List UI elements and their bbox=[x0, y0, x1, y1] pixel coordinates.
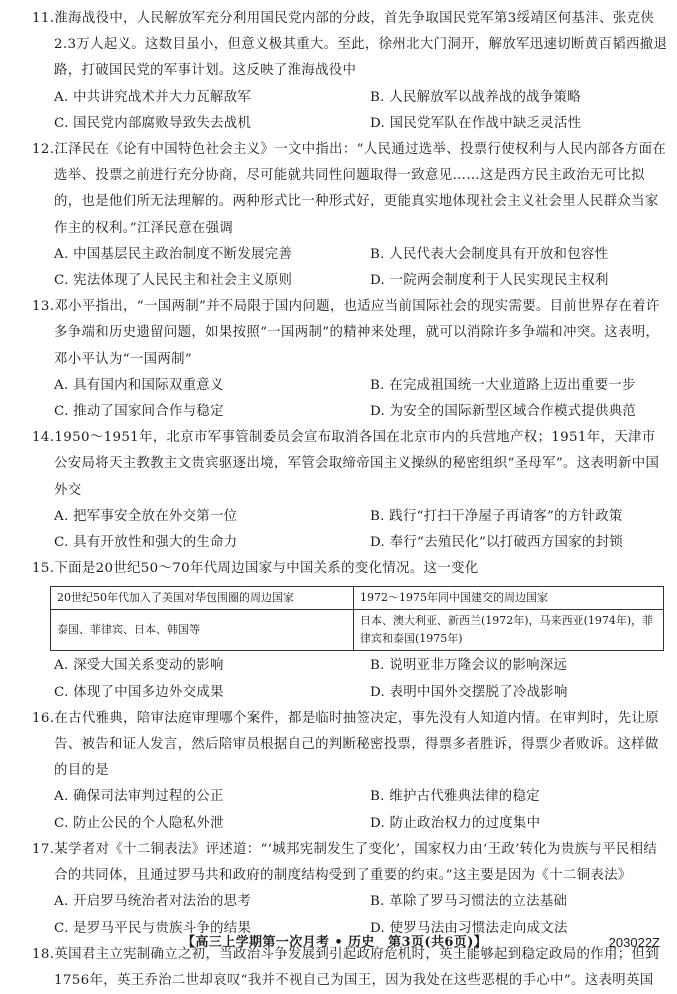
question-11 bbox=[32, 6, 668, 137]
relations-table bbox=[50, 586, 664, 651]
question-text: 下面是20世纪50～70年代周边国家与中国关系的变化情况。这一变化 bbox=[54, 561, 479, 577]
option-c: C. 是罗马平民与贵族斗争的结果 bbox=[54, 920, 252, 936]
question-stem bbox=[32, 6, 668, 85]
question-number: 11. bbox=[32, 11, 55, 26]
option-b: B. 践行“打扫干净屋子再请客”的方针政策 bbox=[370, 508, 623, 524]
question-stem bbox=[32, 294, 668, 373]
option-c: C. 国民党内部腐败导致失去战机 bbox=[54, 115, 252, 131]
exam-page bbox=[32, 6, 668, 994]
question-15 bbox=[32, 556, 668, 706]
question-stem bbox=[32, 425, 668, 504]
question-number: 14. bbox=[32, 430, 55, 446]
question-text: 某学者对《十二铜表法》评述道：“‘城邦宪制发生了变化’，国家权力由‘王政’转化为贵族与平民相结合的共同体，且通过罗马共和政府的制度结构受到了重要的约束。”这主要是因为《十二铜表法》 bbox=[54, 841, 658, 884]
option-c: C. 宪法体现了人民民主和社会主义原则 bbox=[54, 273, 293, 289]
table-cell: 1972～1975年同中国建交的周边国家 bbox=[354, 587, 664, 610]
option-c: C. 防止公民的个人隐私外泄 bbox=[54, 815, 224, 831]
option-b: B. 维护古代雅典法律的稳定 bbox=[370, 789, 540, 805]
table-cell: 日本、澳大利亚、新西兰(1972年)，马来西亚(1974年)，菲律宾和泰国(1975年) bbox=[354, 610, 664, 651]
option-a: A. 把军事安全放在外交第一位 bbox=[54, 508, 238, 524]
option-d: D. 表明中国外交摆脱了冷战影响 bbox=[370, 684, 568, 700]
footer-title: 【高三上学期第一次月考 • 历史 第3页(共6页)】 bbox=[182, 935, 488, 950]
question-17 bbox=[32, 837, 668, 942]
options-grid bbox=[32, 784, 668, 836]
question-text: 淮海战役中，人民解放军充分利用国民党内部的分歧，首先争取国民党军第3绥靖区何基沣、张克侠2.3万人起义。这数目虽小，但意义极其重大。至此，徐州北大门洞开，解放军迅速切断黄百韬西撤退路，打破国民党的军事计划。这反映了淮海战役中 bbox=[54, 11, 668, 79]
option-b: B. 人民解放军以战养战的战争策略 bbox=[370, 89, 581, 105]
table-row bbox=[51, 610, 664, 651]
option-a: A. 中共讲究战术并大力瓦解敌军 bbox=[54, 89, 252, 105]
page-footer bbox=[32, 932, 668, 954]
table-cell: 20世纪50年代加入了美国对华包围圈的周边国家 bbox=[51, 587, 354, 610]
option-b: B. 在完成祖国统一大业道路上迈出重要一步 bbox=[370, 377, 636, 393]
option-d: D. 国民党军队在作战中缺乏灵活性 bbox=[370, 115, 582, 131]
option-d: D. 奉行“去殖民化”以打破西方国家的封锁 bbox=[370, 535, 624, 551]
options-grid bbox=[32, 653, 668, 705]
option-d: D. 一院两会制度利于人民实现民主权利 bbox=[370, 273, 609, 289]
option-a: A. 深受大国关系变动的影响 bbox=[54, 658, 224, 674]
question-text: 在古代雅典，陪审法庭审理哪个案件，都是临时抽签决定，事先没有人知道内情。在审判时，先让原告、被告和证人发言，然后陪审员根据自己的判断秘密投票，得票多者胜诉，得票少者败诉。这样做的目的是 bbox=[54, 710, 659, 779]
options-grid bbox=[32, 85, 668, 137]
option-a: A. 具有国内和国际双重意义 bbox=[54, 377, 224, 393]
option-d: D. 防止政治权力的过度集中 bbox=[370, 815, 541, 831]
question-stem bbox=[32, 137, 668, 242]
options-grid bbox=[32, 242, 668, 294]
question-stem bbox=[32, 556, 668, 582]
option-c: C. 推动了国家间合作与稳定 bbox=[54, 404, 224, 420]
question-number: 12. bbox=[32, 142, 55, 158]
question-13 bbox=[32, 294, 668, 425]
options-grid bbox=[32, 373, 668, 425]
options-grid bbox=[32, 504, 668, 556]
option-d: D. 为安全的国际新型区域合作模式提供典范 bbox=[370, 404, 637, 420]
question-text: 江泽民在《论有中国特色社会主义》一文中指出：“人民通过选举、投票行使权利与人民内部各方面在选举、投票之前进行充分协商，尽可能就共同性问题取得一致意见……这是西方民主政治无可比拟的，也是他们所无法理解的。两种形式比一种形式好，更能真实地体现社会主义社会里人民群众当家作主的权利。”江泽民意在强调 bbox=[54, 142, 667, 236]
option-a: A. 中国基层民主政治制度不断发展完善 bbox=[54, 246, 293, 262]
question-16 bbox=[32, 706, 668, 837]
footer-code: 203022Z bbox=[608, 935, 660, 950]
question-12 bbox=[32, 137, 668, 294]
question-number: 18. bbox=[32, 946, 55, 962]
question-14 bbox=[32, 425, 668, 556]
option-a: A. 确保司法审判过程的公正 bbox=[54, 789, 224, 805]
question-number: 13. bbox=[32, 299, 55, 315]
question-stem bbox=[32, 837, 668, 889]
question-number: 17. bbox=[32, 841, 55, 857]
option-b: B. 革除了罗马习惯法的立法基础 bbox=[370, 894, 568, 910]
table-cell: 泰国、菲律宾、日本、韩国等 bbox=[51, 610, 354, 651]
option-d: D. 使罗马法由习惯法走向成文法 bbox=[370, 920, 568, 936]
question-text: 英国君主立宪制确立之初，当政治斗争发展到引起政府危机时，英王能够起到稳定政局的作用；但到1756年，英王乔治二世却哀叹“我并不视自己为国王，因为我处在这些恶棍的手心中”。这表明英国 bbox=[54, 946, 659, 988]
option-b: B. 人民代表大会制度具有开放和包容性 bbox=[370, 246, 609, 262]
question-number: 15. bbox=[32, 561, 55, 577]
question-text: 邓小平指出，“一国两制”并不局限于国内问题，也适应当前国际社会的现实需要。目前世界存在着许多争端和历史遗留问题，如果按照“一国两制”的精神来处理，就可以消除许多争端和冲突。这表明，邓小平认为“一国两制” bbox=[54, 299, 660, 367]
question-number: 16. bbox=[32, 710, 55, 726]
option-c: C. 具有开放性和强大的生命力 bbox=[54, 535, 238, 551]
option-b: B. 说明亚非万隆会议的影响深远 bbox=[370, 658, 568, 674]
option-a: A. 开启罗马统治者对法治的思考 bbox=[54, 894, 252, 910]
table-row bbox=[51, 587, 664, 610]
question-stem bbox=[32, 706, 668, 785]
option-c: C. 体现了中国多边外交成果 bbox=[54, 684, 224, 700]
question-text: 1950～1951年，北京市军事管制委员会宣布取消各国在北京市内的兵营地产权；1951年，天津市公安局将天主教教主文贵宾驱逐出境，军管会取缔帝国主义操纵的秘密组织“圣母军”。这表明新中国外交 bbox=[54, 430, 660, 498]
